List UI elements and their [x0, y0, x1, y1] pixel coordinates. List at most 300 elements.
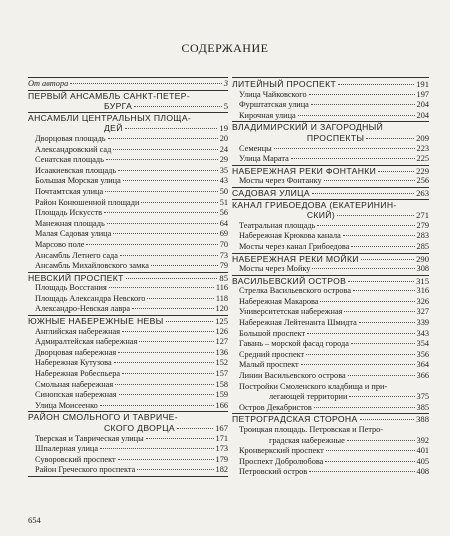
dot-leader — [317, 225, 414, 226]
dot-leader — [291, 158, 415, 159]
toc-entry-title: Сенатская площадь — [35, 155, 104, 165]
toc-entry-title: Площадь Восстания — [35, 283, 107, 293]
toc-entry — [232, 221, 429, 232]
page-number: 654 — [28, 515, 41, 525]
toc-page-number: 375 — [416, 392, 429, 402]
toc-page-number: 366 — [416, 371, 429, 381]
toc-entry — [28, 358, 228, 369]
toc-page-number: 126 — [215, 326, 228, 336]
toc-entry-title: От автора — [28, 79, 69, 88]
toc-page-number: 166 — [215, 400, 228, 410]
toc-entry — [232, 307, 429, 318]
dot-leader — [132, 308, 213, 309]
toc-entry-title: НАБЕРЕЖНАЯ РЕКИ ФОНТАНКИ — [232, 165, 377, 176]
toc-page-number: 29 — [219, 155, 228, 165]
toc-entry-line — [239, 318, 429, 329]
toc-entry-line — [239, 264, 429, 275]
toc-entry-title: Улица Моисеенко — [35, 400, 98, 410]
dot-leader — [307, 333, 414, 334]
dot-leader — [306, 354, 414, 355]
toc-section — [232, 122, 429, 143]
dot-leader — [86, 244, 217, 245]
toc-entry-title: Остров Декабристов — [239, 402, 312, 412]
toc-page-number: 405 — [416, 456, 429, 466]
dot-leader — [312, 193, 414, 194]
toc-entry — [232, 176, 429, 188]
toc-section — [28, 316, 228, 327]
toc-entry-line — [35, 337, 228, 348]
toc-entry-line — [232, 276, 429, 287]
toc-page-number: 283 — [416, 231, 429, 241]
dot-leader — [115, 384, 213, 385]
toc-entry-title: Набережная Лейтенанта Шмидта — [239, 318, 357, 328]
page-title: СОДЕРЖАНИЕ — [181, 41, 269, 55]
toc-entry-title: Улица Чайковского — [239, 89, 307, 99]
toc-page-number: 179 — [215, 454, 228, 464]
toc-entry-line — [35, 145, 228, 156]
toc-page-number: 315 — [416, 275, 429, 286]
toc-entry — [28, 229, 228, 240]
toc-entry-line — [232, 414, 429, 425]
dot-leader — [113, 149, 217, 150]
toc-entry-title: Исаакиевская площадь — [35, 165, 117, 175]
toc-entry-line — [35, 219, 228, 230]
toc-page-number: 209 — [416, 132, 429, 143]
toc-entry — [232, 371, 429, 382]
toc-entry-title: Набережная Робеспьера — [35, 369, 121, 379]
toc-page-number: 408 — [416, 467, 429, 477]
toc-section — [232, 276, 429, 287]
toc-page-number: 125 — [215, 316, 228, 327]
dot-leader — [325, 461, 414, 462]
toc-entry-line — [35, 261, 228, 272]
toc-entry-title: КАНАЛ ГРИБОЕДОВА (ЕКАТЕРИНИН- — [232, 199, 397, 210]
toc-entry-line — [239, 371, 429, 382]
toc-page-number: 271 — [416, 210, 429, 221]
toc-page-number: 263 — [416, 187, 429, 198]
toc-entry-title: Линии Васильевского острова — [239, 371, 346, 381]
toc-entry-line — [35, 134, 228, 145]
toc-entry-line — [232, 166, 429, 177]
toc-page-number: 118 — [215, 293, 228, 303]
toc-page-number: 354 — [416, 339, 429, 349]
toc-entry-title: Мосты через Мойку — [239, 264, 311, 274]
toc-page-number: 159 — [215, 390, 228, 400]
toc-entry — [232, 350, 429, 361]
dot-leader — [311, 104, 415, 105]
toc-entry-line — [35, 187, 228, 198]
dot-leader — [378, 171, 414, 172]
dot-leader — [324, 180, 415, 181]
toc-page-number: 204 — [416, 100, 429, 110]
toc-page-number: 35 — [219, 165, 228, 175]
toc-entry-title: Мосты через канал Грибоедова — [239, 241, 350, 251]
dot-leader — [309, 471, 414, 472]
dot-leader — [147, 298, 213, 299]
toc-entry-line — [239, 176, 429, 187]
toc-page-number: 85 — [219, 272, 228, 283]
dot-leader — [274, 148, 415, 149]
toc-entry — [28, 348, 228, 359]
toc-page-number: 197 — [416, 89, 429, 99]
toc-page-number: 256 — [416, 176, 429, 186]
toc-page-number: 127 — [215, 337, 228, 347]
toc-entry-line — [232, 188, 429, 199]
toc-entry-line — [239, 350, 429, 361]
toc-entry-title-cont: ПРОСПЕКТЫ — [306, 132, 365, 143]
toc-entry-line — [239, 446, 429, 457]
toc-entry-title: Район Конюшенной площади — [35, 197, 140, 207]
dot-leader — [338, 84, 414, 85]
dot-leader — [351, 246, 414, 247]
toc-entry-title: Площадь Александра Невского — [35, 293, 146, 303]
toc-entry-line — [239, 90, 429, 101]
toc-entry-title: Дворцовая площадь — [35, 133, 106, 143]
dot-leader — [359, 322, 415, 323]
toc-page-number: 308 — [416, 264, 429, 274]
toc-entry-line — [35, 198, 228, 209]
toc-entry-line — [35, 304, 228, 315]
column-top-rule — [232, 77, 429, 78]
toc-page-number: 64 — [219, 218, 228, 228]
toc-entry-title: ПЕТРОГРАДСКАЯ СТОРОНА — [232, 414, 358, 425]
dot-leader — [107, 223, 218, 224]
dot-leader — [348, 375, 415, 376]
dot-leader — [118, 170, 218, 171]
toc-entry-title-cont: легающей территории — [269, 392, 348, 402]
toc-entry-title: САДОВАЯ УЛИЦА — [232, 187, 310, 198]
toc-page-number: 5 — [223, 101, 228, 112]
toc-entry — [232, 111, 429, 123]
toc-page-number: 339 — [416, 318, 429, 328]
toc-page-number: 285 — [416, 241, 429, 251]
toc-entry-title: НЕВСКИЙ ПРОСПЕКТ — [28, 272, 124, 283]
toc-entry — [232, 457, 429, 468]
toc-entry-line — [239, 286, 429, 297]
toc-entry — [28, 134, 228, 145]
toc-page-number: 120 — [215, 304, 228, 314]
dot-leader — [351, 343, 415, 344]
toc-entry — [232, 90, 429, 101]
dot-leader — [125, 128, 218, 129]
toc-entry — [232, 467, 429, 478]
toc-page-number: 50 — [219, 186, 228, 196]
toc-entry — [28, 198, 228, 209]
toc-entry-title: Средний проспект — [239, 349, 305, 359]
dot-leader — [151, 265, 218, 266]
dot-leader — [349, 396, 414, 397]
toc-entry-line — [239, 100, 429, 111]
toc-page-number: 392 — [416, 435, 429, 445]
toc-entry-title: Театральная площадь — [239, 220, 316, 230]
toc-entry-line — [232, 133, 429, 144]
toc-entry-line — [35, 155, 228, 166]
toc-section — [28, 91, 228, 113]
toc-page-number: 24 — [219, 144, 228, 154]
dot-leader — [119, 394, 214, 395]
dot-leader — [105, 191, 218, 192]
toc-entry-line — [239, 457, 429, 468]
toc-entry — [232, 297, 429, 308]
toc-entry-title: Набережная Кутузова — [35, 358, 112, 368]
toc-page-number: 3 — [223, 79, 228, 88]
toc-page-number: 290 — [416, 253, 429, 264]
toc-entry — [232, 446, 429, 457]
toc-page-number: 73 — [219, 250, 228, 260]
toc-entry — [232, 144, 429, 155]
toc-entry-title: Кирочная улица — [239, 110, 296, 120]
toc-entry-title: Смольная набережная — [35, 379, 114, 389]
toc-page-number: 229 — [416, 165, 429, 176]
toc-entry-line — [35, 455, 228, 466]
toc-entry-line — [28, 423, 228, 434]
toc-entry-line — [35, 444, 228, 455]
toc-page-number: 69 — [219, 229, 228, 239]
toc-page-number: 43 — [219, 176, 228, 186]
toc-entry-line — [35, 229, 228, 240]
toc-section — [28, 113, 228, 134]
toc-page-number: 56 — [219, 208, 228, 218]
toc-entry-title: Большая Морская улица — [35, 176, 121, 186]
dot-leader — [301, 364, 415, 365]
toc-entry — [28, 390, 228, 401]
toc-entry-line — [28, 273, 228, 284]
toc-entry-title: Мосты через Фонтанку — [239, 176, 322, 186]
dot-leader — [353, 290, 415, 291]
toc-page-number: 327 — [416, 307, 429, 317]
toc-entry — [28, 155, 228, 166]
toc-entry-line — [232, 254, 429, 265]
toc-entry — [28, 251, 228, 262]
toc-page-number: 152 — [215, 358, 228, 368]
toc-section — [232, 166, 429, 177]
dot-leader — [347, 440, 415, 441]
dot-leader — [366, 138, 414, 139]
dot-leader — [360, 419, 415, 420]
toc-entry — [28, 369, 228, 380]
dot-leader — [343, 235, 415, 236]
dot-leader — [123, 180, 218, 181]
toc-entry-title: ЛИТЕЙНЫЙ ПРОСПЕКТ — [232, 79, 337, 89]
dot-leader — [312, 268, 414, 269]
dot-leader — [109, 287, 214, 288]
toc-column-left — [28, 77, 228, 477]
toc-section — [28, 273, 228, 284]
toc-entry — [232, 360, 429, 371]
toc-entry-line — [28, 79, 228, 90]
toc-entry-line — [239, 154, 429, 165]
toc-entry-title: Университетская набережная — [239, 307, 343, 317]
dot-leader — [137, 469, 213, 470]
toc-entry-title: ВЛАДИМИРСКИЙ И ЗАГОРОДНЫЙ — [232, 122, 384, 133]
toc-entry — [232, 154, 429, 166]
dot-leader — [113, 233, 217, 234]
toc-entry-line — [35, 380, 228, 391]
toc-entry — [232, 403, 429, 415]
dot-leader — [141, 202, 217, 203]
dot-leader — [337, 215, 414, 216]
toc-entry — [232, 425, 429, 446]
toc-entry — [232, 329, 429, 340]
toc-entry-title: Семенцы — [239, 143, 272, 153]
toc-entry-line — [239, 392, 429, 403]
toc-entry-title: Площадь Искусств — [35, 208, 103, 218]
toc-page-number: 401 — [416, 446, 429, 456]
toc-section — [28, 412, 228, 433]
toc-entry — [232, 242, 429, 254]
toc-entry-line — [239, 360, 429, 371]
toc-entry — [28, 294, 228, 305]
toc-entry-line — [28, 316, 228, 327]
toc-page-number: 385 — [416, 402, 429, 412]
toc-entry — [232, 382, 429, 403]
toc-entry-line — [35, 240, 228, 251]
toc-entry — [232, 286, 429, 297]
toc-entry — [28, 327, 228, 338]
toc-entry — [28, 401, 228, 413]
toc-entry-title: Адмиралтейская набережная — [35, 337, 138, 347]
toc-entry-title: Кронверкский проспект — [239, 446, 324, 456]
toc-page-number: 19 — [219, 123, 228, 134]
toc-entry — [28, 166, 228, 177]
dot-leader — [134, 106, 222, 107]
toc-entry — [28, 434, 228, 445]
toc-entry-line — [232, 210, 429, 221]
toc-page-number: 70 — [219, 239, 228, 249]
toc-entry-title: НАБЕРЕЖНАЯ РЕКИ МОЙКИ — [232, 253, 359, 264]
toc-entry-line — [35, 166, 228, 177]
dot-leader — [314, 407, 415, 408]
toc-entry-title: РАЙОН СМОЛЬНОГО И ТАВРИЧЕ- — [28, 412, 178, 423]
toc-entry-title-cont: градская набережные — [269, 435, 345, 445]
dot-leader — [177, 428, 213, 429]
dot-leader — [344, 311, 414, 312]
dot-leader — [122, 373, 214, 374]
toc-entry-title: Троицкая площадь. Петровская и Петро- — [239, 425, 384, 434]
toc-page-number: 167 — [215, 423, 228, 433]
toc-page-number: 388 — [416, 414, 429, 425]
toc-entry-title-cont: ДЕЙ — [104, 123, 123, 134]
toc-page-number: 225 — [416, 154, 429, 164]
dot-leader — [320, 301, 414, 302]
toc-column-right — [232, 77, 429, 478]
toc-entry-title: Улица Марата — [239, 154, 289, 164]
toc-entry-title: Синопская набережная — [35, 390, 117, 400]
dot-leader — [122, 331, 214, 332]
toc-page-number: 191 — [416, 79, 429, 89]
toc-entry-line — [35, 401, 228, 412]
dot-leader — [100, 405, 214, 406]
toc-entry-line — [35, 283, 228, 294]
toc-entry-line — [239, 329, 429, 340]
toc-entry — [28, 79, 228, 91]
toc-entry-line — [239, 111, 429, 122]
toc-entry-title: АНСАМБЛИ ЦЕНТРАЛЬНЫХ ПЛОЩА- — [28, 112, 192, 123]
toc-entry-line — [239, 436, 429, 447]
toc-entry — [28, 187, 228, 198]
dot-leader — [361, 259, 414, 260]
toc-entry-line — [35, 434, 228, 445]
toc-entry-line — [35, 208, 228, 219]
toc-entry-title: Набережная Крюкова канала — [239, 231, 341, 241]
toc-entry-title: Александро-Невская лавра — [35, 304, 131, 314]
toc-entry-title: ЮЖНЫЕ НАБЕРЕЖНЫЕ НЕВЫ — [28, 316, 164, 327]
toc-entry — [232, 339, 429, 350]
toc-entry-title: Марсово поле — [35, 239, 85, 249]
dot-leader — [326, 450, 415, 451]
dot-leader — [348, 281, 414, 282]
toc-entry — [28, 261, 228, 273]
toc-entry-title: Почтамтская улица — [35, 186, 104, 196]
toc-entry-line — [239, 221, 429, 232]
toc-entry — [28, 208, 228, 219]
toc-section — [232, 188, 429, 200]
dot-leader — [104, 212, 218, 213]
toc-entry-title-cont: БУРГА — [104, 101, 133, 112]
toc-entry-title: Ансамбль Михайловского замка — [35, 261, 149, 271]
toc-entry-title: Фурштатская улица — [239, 100, 309, 110]
toc-entry-title: Район Греческого проспекта — [35, 465, 136, 475]
toc-entry-line — [35, 294, 228, 305]
toc-page-number: 326 — [416, 296, 429, 306]
toc-page-number: 79 — [219, 261, 228, 271]
toc-entry-line — [35, 327, 228, 338]
toc-entry-line — [28, 101, 228, 112]
toc-entry — [28, 145, 228, 156]
toc-entry-line — [239, 297, 429, 308]
toc-entry-title: ПЕРВЫЙ АНСАМБЛЬ САНКТ-ПЕТЕР- — [28, 90, 191, 101]
toc-entry-line — [35, 390, 228, 401]
toc-entry-line — [35, 176, 228, 187]
toc-entry-line — [35, 465, 228, 476]
toc-entry-title-cont: СКОГО ДВОРЦА — [104, 423, 176, 433]
toc-entry-line — [239, 339, 429, 350]
column-top-rule — [28, 77, 228, 78]
toc-entry-line — [239, 242, 429, 253]
dot-leader — [100, 448, 214, 449]
toc-entry-title: Малая Садовая улица — [35, 229, 112, 239]
toc-entry — [28, 455, 228, 466]
toc-page-number: 173 — [215, 444, 228, 454]
toc-section — [232, 254, 429, 265]
dot-leader — [139, 341, 213, 342]
toc-entry-line — [239, 467, 429, 478]
toc-page-number: 20 — [219, 133, 228, 143]
dot-leader — [118, 459, 214, 460]
dot-leader — [146, 438, 214, 439]
toc-entry-line — [239, 403, 429, 414]
toc-entry-title: Тверская и Таврическая улицы — [35, 433, 144, 443]
toc-entry — [28, 465, 228, 477]
dot-leader — [106, 159, 218, 160]
dot-leader — [70, 83, 222, 84]
dot-leader — [309, 94, 415, 95]
toc-entry — [28, 304, 228, 316]
dot-leader — [298, 115, 415, 116]
toc-entry — [28, 380, 228, 391]
toc-page-number: 356 — [416, 349, 429, 359]
toc-entry-line — [232, 79, 429, 90]
toc-entry-line — [35, 251, 228, 262]
toc-entry-line — [239, 231, 429, 242]
toc-entry — [28, 219, 228, 230]
toc-entry-line — [35, 348, 228, 359]
toc-entry-line — [35, 358, 228, 369]
toc-page-number: 223 — [416, 143, 429, 153]
toc-entry-title: Стрелка Васильевского острова — [239, 286, 352, 296]
toc-entry-title: Гавань – морской фасад города — [239, 339, 349, 349]
toc-page-number: 343 — [416, 328, 429, 338]
